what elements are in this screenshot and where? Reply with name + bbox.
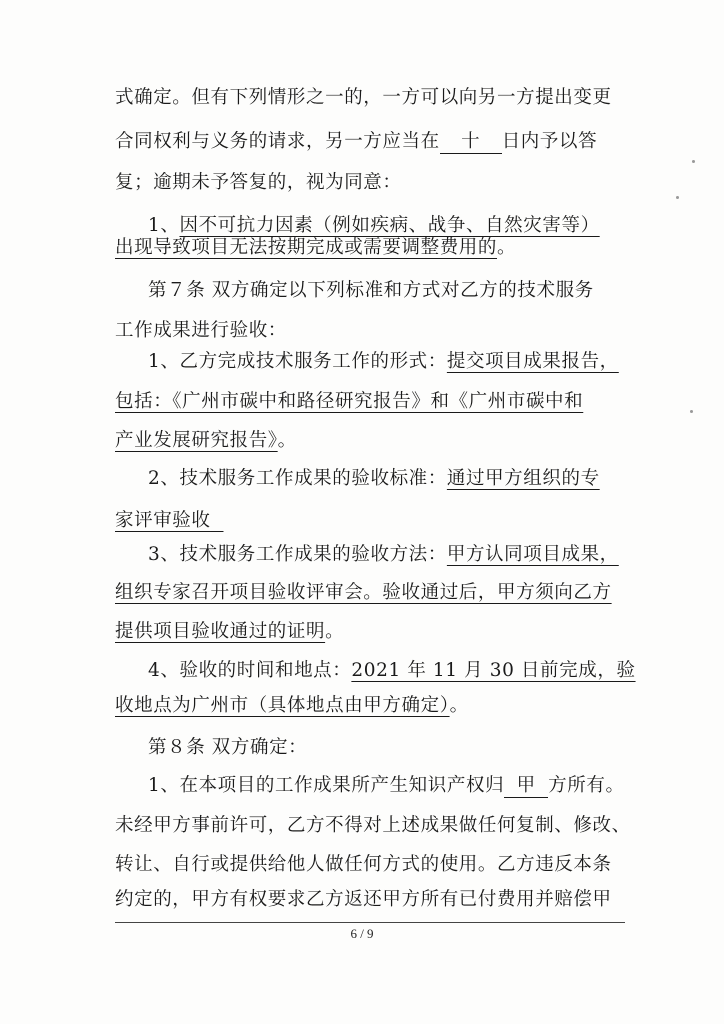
scan-speck — [690, 410, 693, 413]
text-run: 。 — [277, 430, 297, 451]
text-line-2 — [115, 127, 625, 157]
text-line-14 — [115, 578, 625, 608]
text-run: 式确定。但有下列情形之一的，一方可以向另一方提出变更 — [115, 87, 612, 108]
article-7-heading — [148, 276, 625, 306]
text-line-9 — [115, 387, 625, 417]
article-8-heading — [148, 733, 625, 763]
underlined-text: 甲方认同项目成果， — [446, 544, 619, 565]
text-line-21 — [115, 850, 625, 880]
text-run: 4、验收的时间和地点： — [148, 660, 352, 681]
text-line-3 — [115, 168, 625, 198]
text-line-17 — [115, 691, 625, 721]
text-line-19 — [148, 771, 625, 801]
text-run: 2、技术服务工作成果的验收标准： — [148, 468, 447, 489]
text-run: 转让、自行或提供给他人做任何方式的使用。乙方违反本条 — [115, 854, 612, 875]
fill-in-blank-days: 十 — [440, 131, 502, 154]
text-line-8 — [148, 347, 625, 377]
text-line-13 — [148, 540, 625, 570]
text-run: 未经甲方事前许可，乙方不得对上述成果做任何复制、修改、 — [115, 815, 631, 836]
text-line-11 — [148, 464, 625, 494]
footer-divider — [115, 922, 625, 923]
text-line-5 — [115, 233, 625, 263]
text-line-12 — [115, 506, 625, 536]
underlined-text: 提交项目成果报告， — [446, 351, 619, 372]
underlined-text: 产业发展研究报告》 — [115, 430, 278, 451]
text-run: 第８条 双方确定： — [148, 737, 308, 758]
text-run: 日内予以答 — [501, 131, 598, 152]
underlined-text: 包括：《广州市碳中和路径研究报告》和《广州市碳中和 — [115, 391, 584, 412]
underlined-text: 2021 年 11 月 30 日前完成，验 — [351, 660, 636, 681]
text-line-20 — [115, 811, 631, 841]
clause-number: 1、 — [148, 215, 180, 236]
scan-speck — [676, 196, 679, 199]
text-run: 约定的，甲方有权要求乙方返还甲方所有已付费用并赔偿甲 — [115, 889, 612, 910]
text-line-7 — [115, 316, 625, 346]
text-run: 1、在本项目的工作成果所产生知识产权归 — [148, 775, 505, 796]
text-run: 3、技术服务工作成果的验收方法： — [148, 544, 447, 565]
underlined-text: 出现导致项目无法按期完成或需要调整费用的 — [115, 237, 498, 258]
page-number: 6 / 9 — [350, 926, 374, 941]
underlined-text: 因不可抗力因素（例如疾病、战争、自然灾害等） — [179, 215, 600, 236]
underline-tail — [211, 510, 224, 531]
underlined-text: 通过甲方组织的专 — [446, 468, 600, 489]
text-run: 第７条 双方确定以下列标准和方式对乙方的技术服务 — [148, 280, 594, 301]
underlined-text: 提供项目验收通过的证明 — [115, 621, 326, 642]
text-line-22 — [115, 885, 625, 915]
text-line-15 — [115, 617, 625, 647]
underlined-text: 家评审验收 — [115, 510, 211, 531]
underlined-text: 组织专家召开项目验收评审会。验收通过后，甲方须向乙方 — [115, 582, 612, 603]
text-run: 1、乙方完成技术服务工作的形式： — [148, 351, 447, 372]
underlined-text: 收地点为广州市（具体地点由甲方确定） — [115, 695, 450, 716]
text-run: 工作成果进行验收： — [115, 320, 287, 341]
text-run: 合同权利与义务的请求，另一方应当在 — [115, 131, 440, 152]
text-run: 复；逾期未予答复的，视为同意： — [115, 172, 402, 193]
text-run: 。 — [449, 695, 469, 716]
text-line-16 — [148, 656, 636, 686]
scan-speck — [692, 160, 695, 163]
text-run: 。 — [497, 237, 517, 258]
text-run: 。 — [325, 621, 345, 642]
text-line-10 — [115, 426, 625, 456]
text-line-1 — [115, 83, 625, 113]
fill-in-blank-owner: 甲 — [504, 775, 548, 798]
text-run: 方所有。 — [548, 775, 625, 796]
